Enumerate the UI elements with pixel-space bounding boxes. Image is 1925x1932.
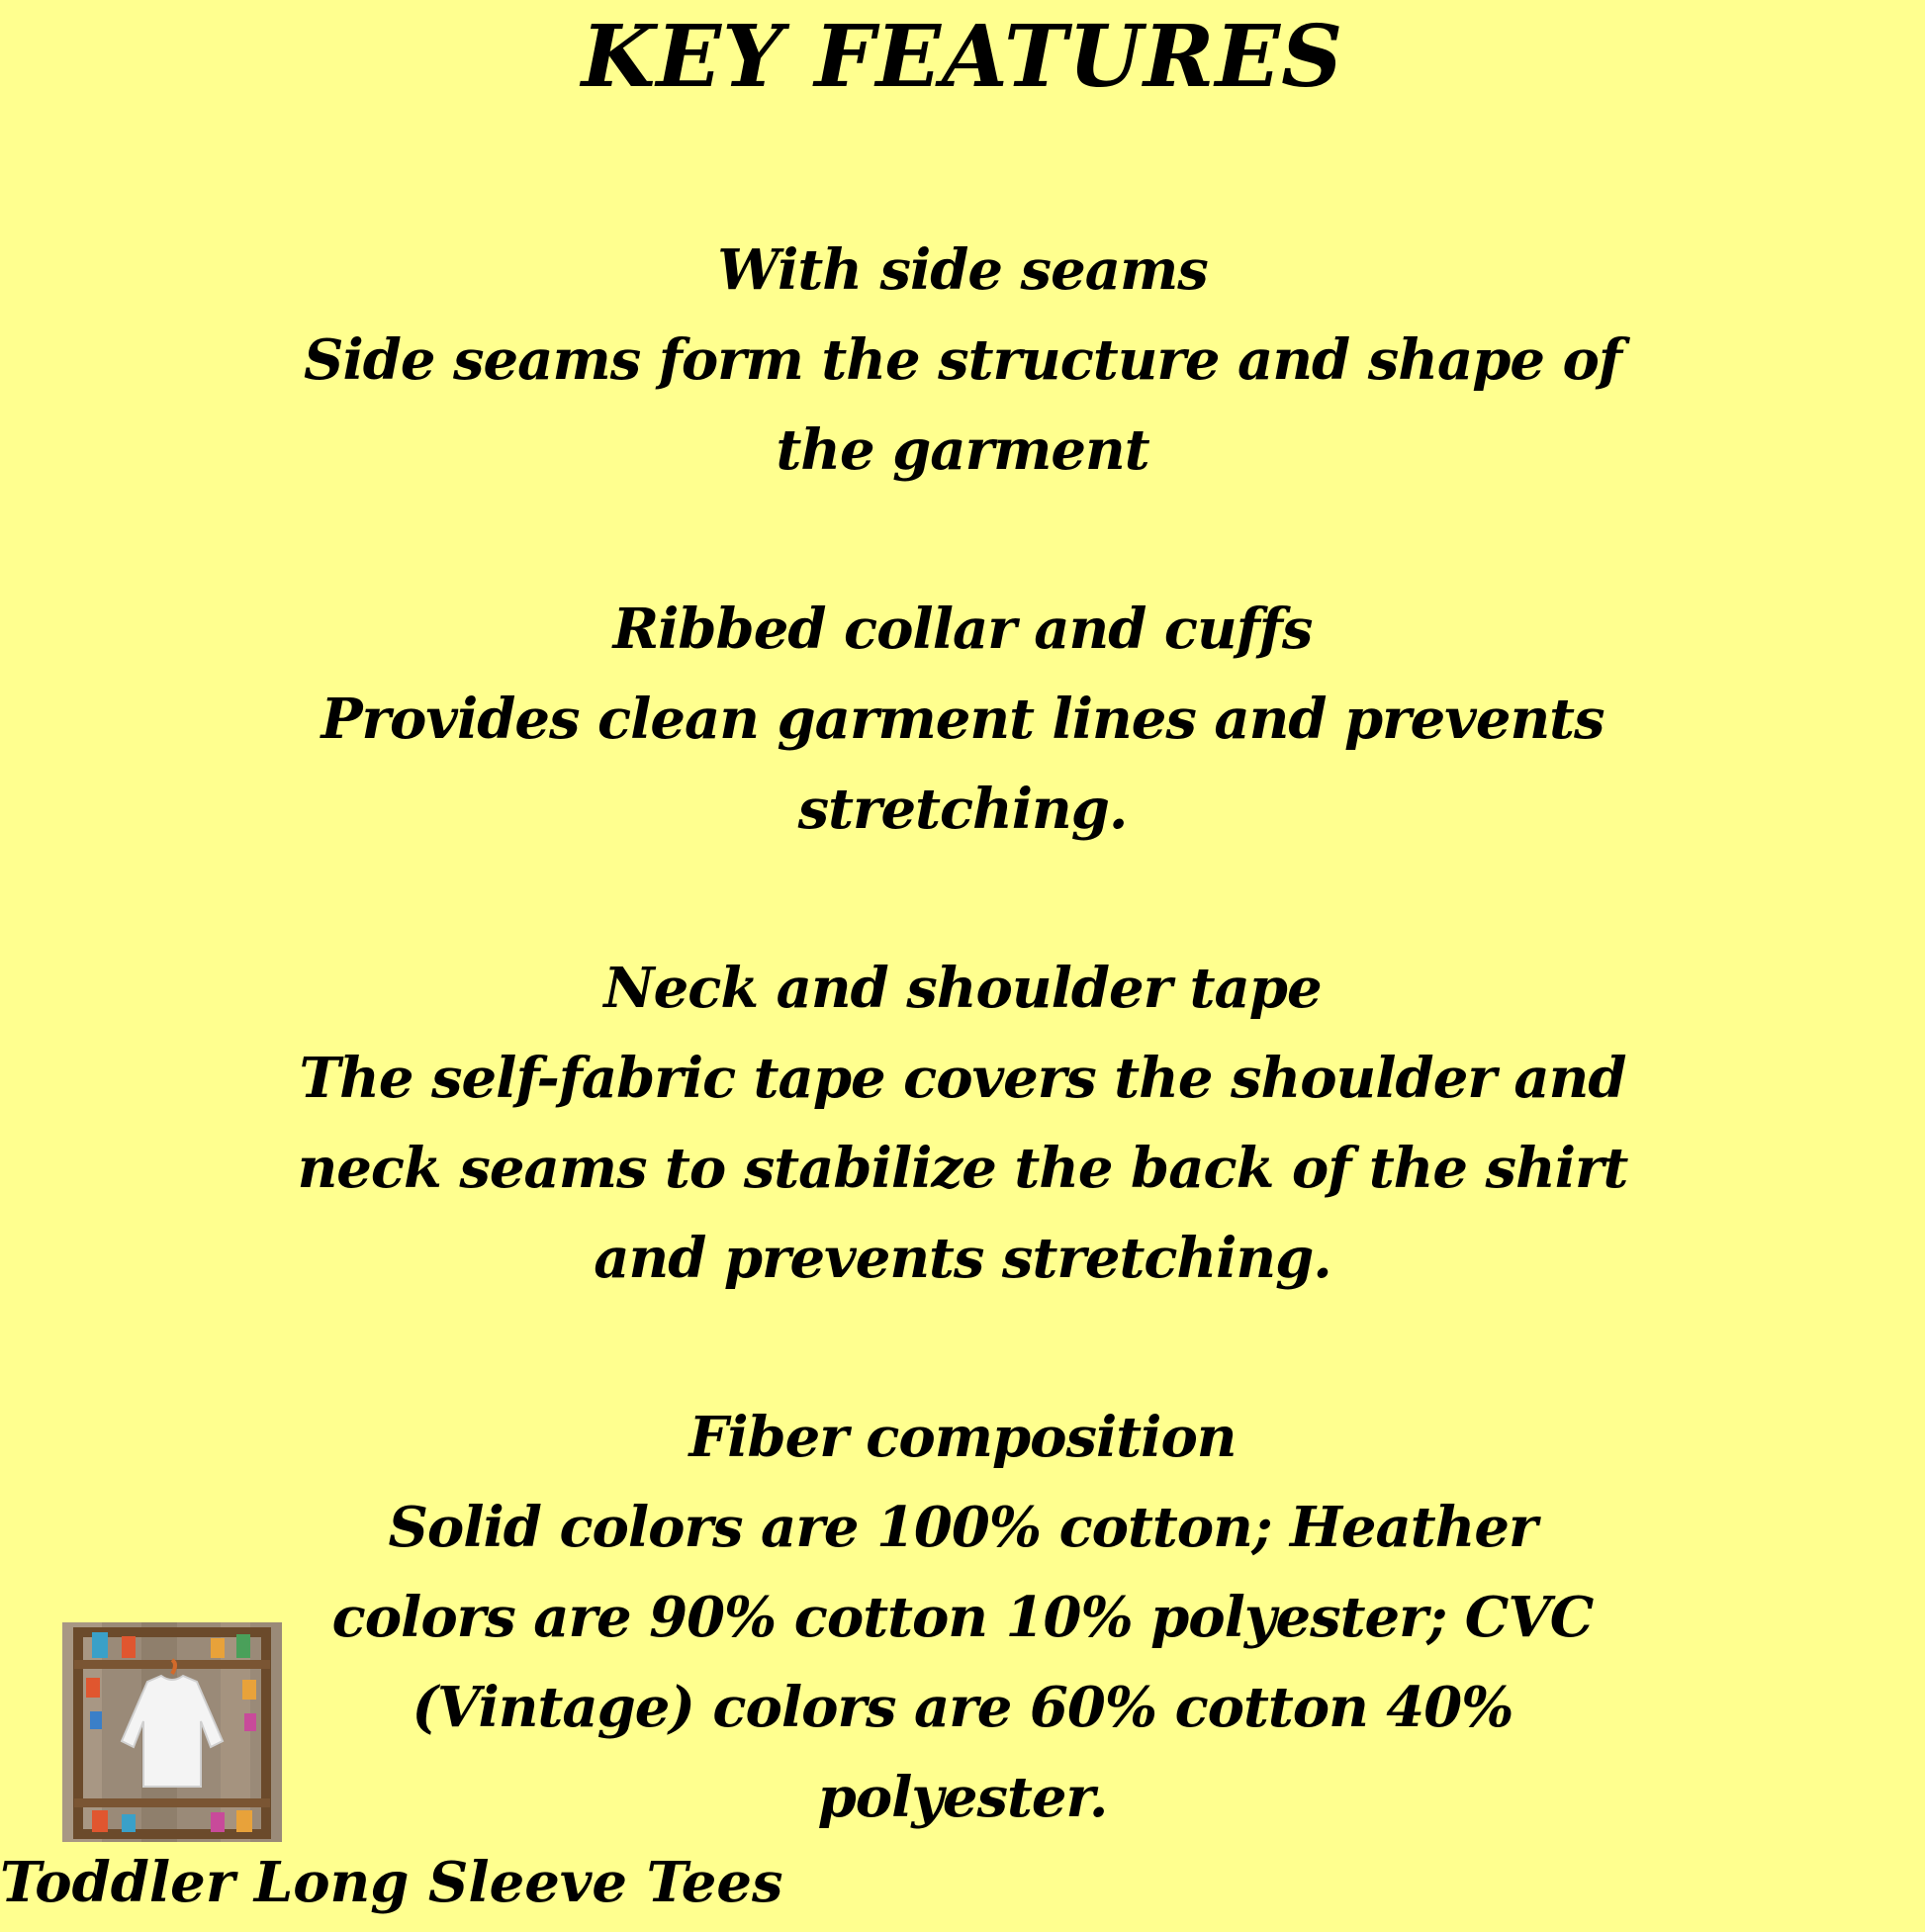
shirt-on-shelf-icon xyxy=(62,1622,282,1842)
feature-description: Solid colors are 100% cotton; Heather colors are 90% cotton 10% polyester; CVC (Vintage) colors are 60% cotton 40% polyester. xyxy=(331,1495,1594,1830)
feature-item xyxy=(297,585,1628,855)
feature-item xyxy=(297,1393,1628,1843)
feature-heading: Fiber composition xyxy=(688,1405,1237,1470)
feature-description: Side seams form the structure and shape of the garment xyxy=(304,327,1621,483)
feature-item xyxy=(297,226,1628,496)
page-title: KEY FEATURES xyxy=(581,7,1344,107)
feature-heading: With side seams xyxy=(717,237,1208,303)
features-list xyxy=(297,226,1628,1932)
footer-caption: Toddler Long Sleeve Tees xyxy=(0,1850,783,1915)
feature-item xyxy=(297,944,1628,1304)
feature-heading: Ribbed collar and cuffs xyxy=(612,597,1313,662)
feature-description: The self-fabric tape covers the shoulder and neck seams to stabilize the back of the shirt and prevents stretching. xyxy=(297,1046,1628,1291)
feature-description: Provides clean garment lines and prevents stretching. xyxy=(321,687,1604,842)
feature-heading: Neck and shoulder tape xyxy=(603,956,1322,1021)
